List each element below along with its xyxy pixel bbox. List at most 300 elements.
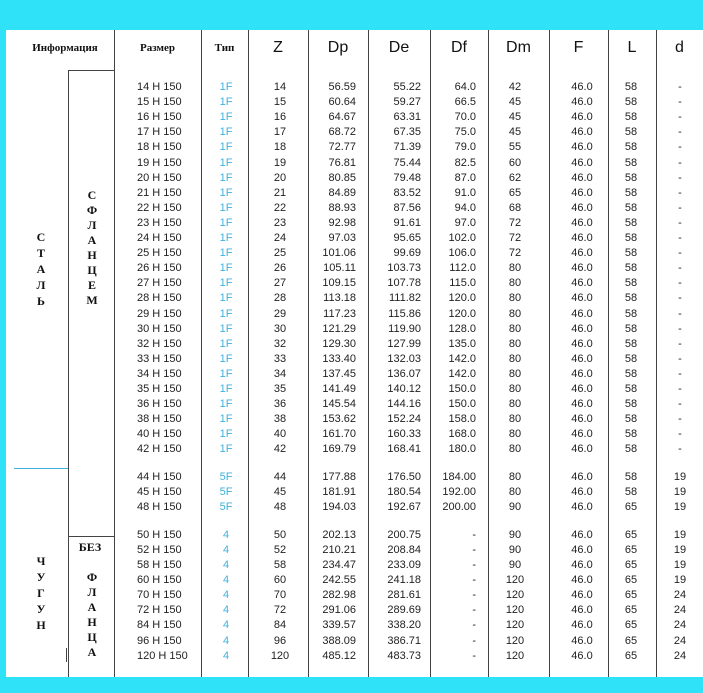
table-row xyxy=(6,397,703,412)
cell-de: 200.75 xyxy=(387,528,421,541)
cell-d: - xyxy=(678,337,682,350)
cell-f: 46.0 xyxy=(571,322,593,335)
cell-dp: 80.85 xyxy=(328,171,356,184)
cell-l: 58 xyxy=(624,413,638,426)
cell-df: 142.0 xyxy=(448,367,476,380)
cell-l: 58 xyxy=(624,111,638,124)
cell-f: 46.0 xyxy=(571,186,593,199)
cell-z: 21 xyxy=(273,186,287,199)
cell-df: 200.00 xyxy=(442,500,476,513)
cell-de: 111.82 xyxy=(388,292,421,305)
cell-razmer: 52 H 150 xyxy=(137,543,182,556)
cell-dp: 60.64 xyxy=(328,96,356,109)
cell-de: 71.39 xyxy=(393,141,421,154)
cell-df: 184.00 xyxy=(442,470,476,483)
cell-z: 28 xyxy=(273,292,287,305)
cell-razmer: 29 H 150 xyxy=(137,307,182,320)
cell-razmer: 27 H 150 xyxy=(137,277,182,290)
cell-tip: 1F xyxy=(219,413,233,426)
cell-dm: 45 xyxy=(508,126,522,139)
cell-d: - xyxy=(678,367,682,380)
cell-dp: 113.18 xyxy=(323,292,356,305)
table-row xyxy=(6,470,703,485)
cell-de: 176.50 xyxy=(387,470,421,483)
cell-f: 46.0 xyxy=(571,428,593,441)
cell-tip: 4 xyxy=(222,634,230,647)
vertical-letter: У xyxy=(36,570,46,584)
cell-z: 42 xyxy=(273,443,287,456)
cell-de: 140.12 xyxy=(387,383,421,395)
cell-f: 46.0 xyxy=(571,528,593,541)
cell-tip: 1F xyxy=(219,398,233,411)
cell-de: 103.73 xyxy=(387,262,421,275)
table-row xyxy=(6,291,703,306)
cell-z: 24 xyxy=(273,232,287,244)
table-row xyxy=(6,216,703,231)
table-row xyxy=(6,603,703,618)
cell-d: - xyxy=(678,413,682,426)
cell-z: 34 xyxy=(273,367,287,380)
cell-dp: 56.59 xyxy=(328,81,356,93)
header-f: F xyxy=(573,39,584,56)
cell-razmer: 24 H 150 xyxy=(137,232,182,244)
cell-dp: 129.30 xyxy=(322,337,356,350)
cell-l: 65 xyxy=(624,589,638,602)
vertical-letter: Ф xyxy=(86,570,98,584)
cell-dp: 84.89 xyxy=(328,186,356,199)
cell-tip: 1F xyxy=(219,292,233,305)
cell-z: 44 xyxy=(273,470,287,483)
cell-tip: 4 xyxy=(222,619,230,632)
cell-dp: 291.06 xyxy=(322,604,356,617)
cell-dm: 90 xyxy=(508,559,522,571)
cell-tip: 4 xyxy=(222,589,230,602)
cell-tip: 1F xyxy=(219,307,233,320)
header-dm: Dm xyxy=(506,39,531,56)
table-row xyxy=(6,261,703,276)
table-row xyxy=(6,186,703,201)
cell-tip: 1F xyxy=(219,186,233,199)
cell-de: 67.35 xyxy=(393,126,421,139)
vertical-letter: Е xyxy=(87,278,96,292)
cell-d: - xyxy=(678,186,682,199)
cell-dm: 120 xyxy=(505,604,525,617)
table-row xyxy=(6,618,703,633)
cell-dm: 80 xyxy=(508,470,522,483)
cell-dp: 121.29 xyxy=(322,322,356,335)
cell-razmer: 96 H 150 xyxy=(137,634,182,647)
table-row xyxy=(6,110,703,125)
cell-df: 102.0 xyxy=(448,232,476,244)
cell-f: 46.0 xyxy=(571,589,593,602)
cell-dp: 141.49 xyxy=(322,383,356,395)
cell-dp: 64.67 xyxy=(328,111,356,124)
cell-razmer: 38 H 150 xyxy=(137,413,182,426)
cell-d: - xyxy=(678,141,682,154)
cell-l: 58 xyxy=(624,156,638,169)
cell-dm: 80 xyxy=(508,322,522,335)
table-row xyxy=(6,156,703,171)
cell-de: 180.54 xyxy=(387,485,421,498)
table-row xyxy=(6,322,703,337)
header-z: Z xyxy=(273,39,283,56)
vertical-letter: Л xyxy=(87,585,97,599)
cell-z: 26 xyxy=(273,262,287,275)
table-row xyxy=(6,95,703,110)
cell-dp: 194.03 xyxy=(322,500,356,513)
cell-razmer: 18 H 150 xyxy=(137,141,182,154)
cell-f: 46.0 xyxy=(571,156,593,169)
cell-dm: 120 xyxy=(505,589,525,602)
cell-razmer: 44 H 150 xyxy=(137,470,182,483)
cell-f: 46.0 xyxy=(571,262,593,275)
cell-dm: 80 xyxy=(508,292,522,305)
cell-d: - xyxy=(678,262,682,275)
cell-l: 58 xyxy=(624,292,638,305)
cell-df: 115.0 xyxy=(449,277,476,290)
table-row xyxy=(6,543,703,558)
spec-table xyxy=(6,30,703,677)
cell-de: 386.71 xyxy=(387,634,421,647)
cell-de: 208.84 xyxy=(387,543,421,556)
cell-dm: 60 xyxy=(508,156,522,169)
cell-dp: 137.45 xyxy=(322,367,356,380)
cell-tip: 5F xyxy=(219,470,233,483)
cell-d: - xyxy=(678,307,682,320)
cell-razmer: 26 H 150 xyxy=(137,262,182,275)
cell-z: 48 xyxy=(273,500,287,513)
cell-z: 40 xyxy=(273,428,287,441)
cell-dm: 68 xyxy=(508,201,522,214)
cell-de: 241.18 xyxy=(387,574,421,587)
vertical-letter: М xyxy=(86,293,98,307)
cell-tip: 1F xyxy=(219,428,233,441)
cell-f: 46.0 xyxy=(571,398,593,411)
table-row xyxy=(6,634,703,649)
table-row xyxy=(6,382,703,397)
cell-l: 58 xyxy=(624,247,638,260)
table-row xyxy=(6,573,703,588)
cell-d: - xyxy=(678,216,682,229)
cell-dp: 339.57 xyxy=(322,619,356,632)
vertical-letter: Л xyxy=(87,218,97,232)
cell-de: 136.07 xyxy=(387,367,421,380)
cell-dp: 169.79 xyxy=(322,443,356,456)
cell-tip: 1F xyxy=(219,111,233,124)
cell-dp: 153.62 xyxy=(322,413,356,426)
cell-dp: 234.47 xyxy=(322,559,356,571)
header-info: Информация xyxy=(32,42,98,54)
cell-dm: 90 xyxy=(508,543,522,556)
cell-razmer: 33 H 150 xyxy=(137,352,182,365)
cell-dp: 92.98 xyxy=(328,216,356,229)
cell-df: 112.0 xyxy=(449,262,476,275)
cell-z: 45 xyxy=(273,485,287,498)
cell-dp: 97.03 xyxy=(328,232,356,244)
cell-df: 150.0 xyxy=(448,383,476,395)
table-row xyxy=(6,80,703,95)
header-d: d xyxy=(675,39,684,56)
cell-dm: 80 xyxy=(508,398,522,411)
margin-mark xyxy=(66,648,67,662)
cell-df: - xyxy=(472,649,476,662)
cell-z: 52 xyxy=(273,543,287,556)
cell-d: - xyxy=(678,352,682,365)
cell-d: 19 xyxy=(673,574,687,587)
cell-l: 58 xyxy=(624,96,638,109)
cell-razmer: 42 H 150 xyxy=(137,443,182,456)
cell-f: 46.0 xyxy=(571,307,593,320)
vertical-letter: Л xyxy=(36,278,46,292)
cell-l: 58 xyxy=(624,428,638,441)
cell-l: 58 xyxy=(624,485,638,498)
cell-de: 144.16 xyxy=(387,398,421,411)
cell-de: 83.52 xyxy=(393,186,421,199)
cell-dm: 120 xyxy=(505,634,525,647)
cell-razmer: 45 H 150 xyxy=(137,485,182,498)
cell-df: - xyxy=(472,634,476,647)
cell-d: - xyxy=(678,398,682,411)
cell-z: 120 xyxy=(270,649,290,662)
table-row xyxy=(6,337,703,352)
cell-z: 14 xyxy=(273,81,287,93)
cell-dm: 80 xyxy=(508,352,522,365)
cell-de: 127.99 xyxy=(387,337,421,350)
cell-df: 94.0 xyxy=(454,201,476,214)
cell-de: 91.61 xyxy=(393,216,421,229)
cell-de: 55.22 xyxy=(393,81,421,93)
cell-razmer: 36 H 150 xyxy=(137,398,182,411)
cell-dm: 62 xyxy=(508,171,522,184)
cell-f: 46.0 xyxy=(571,111,593,124)
cell-de: 75.44 xyxy=(393,156,421,169)
cell-f: 46.0 xyxy=(571,277,593,290)
cell-d: - xyxy=(678,126,682,139)
table-row xyxy=(6,201,703,216)
table-row xyxy=(6,558,703,573)
table-row xyxy=(6,367,703,382)
cell-l: 58 xyxy=(624,81,638,93)
vertical-letter: Н xyxy=(87,248,97,262)
cell-dm: 80 xyxy=(508,262,522,275)
cell-dp: 177.88 xyxy=(322,470,356,483)
vertical-letter: А xyxy=(36,262,46,276)
cell-l: 58 xyxy=(624,470,638,483)
cell-razmer: 35 H 150 xyxy=(137,383,182,395)
cell-l: 65 xyxy=(624,559,638,571)
cell-razmer: 72 H 150 xyxy=(137,604,182,617)
cell-d: - xyxy=(678,383,682,395)
cell-razmer: 48 H 150 xyxy=(137,500,182,513)
cell-l: 65 xyxy=(624,528,638,541)
cell-d: 24 xyxy=(673,649,687,662)
table-row xyxy=(6,442,703,457)
table-row xyxy=(6,412,703,427)
cell-f: 46.0 xyxy=(571,574,593,587)
cell-tip: 4 xyxy=(222,543,230,556)
cell-df: 82.5 xyxy=(454,156,476,169)
cell-df: 180.0 xyxy=(448,443,476,456)
cell-z: 32 xyxy=(273,337,287,350)
cell-f: 46.0 xyxy=(571,470,593,483)
cell-de: 168.41 xyxy=(387,443,421,456)
cell-l: 65 xyxy=(624,649,638,662)
cell-dp: 388.09 xyxy=(322,634,356,647)
cell-z: 36 xyxy=(273,398,287,411)
cell-df: 120.0 xyxy=(448,292,476,305)
cell-d: - xyxy=(678,171,682,184)
cell-l: 58 xyxy=(624,443,638,456)
cell-f: 46.0 xyxy=(571,201,593,214)
cell-dp: 109.15 xyxy=(322,277,356,290)
cell-tip: 5F xyxy=(219,500,233,513)
cell-de: 233.09 xyxy=(387,559,421,571)
cell-f: 46.0 xyxy=(571,604,593,617)
cell-de: 152.24 xyxy=(387,413,421,426)
header-tip: Тип xyxy=(214,42,235,54)
cell-d: - xyxy=(678,111,682,124)
cell-d: 19 xyxy=(673,528,687,541)
cell-razmer: 19 H 150 xyxy=(137,156,182,169)
vertical-letter: Ь xyxy=(37,294,45,308)
cell-l: 58 xyxy=(624,216,638,229)
cell-dp: 145.54 xyxy=(322,398,356,411)
cell-d: - xyxy=(678,247,682,260)
table-row xyxy=(6,231,703,246)
cell-l: 58 xyxy=(624,367,638,380)
cell-df: 66.5 xyxy=(454,96,476,109)
cell-f: 46.0 xyxy=(571,96,593,109)
table-row xyxy=(6,140,703,155)
cell-dp: 72.77 xyxy=(328,141,356,154)
cell-z: 18 xyxy=(273,141,287,154)
cell-df: 79.0 xyxy=(454,141,476,154)
cell-razmer: 15 H 150 xyxy=(137,96,182,109)
vertical-letter: Ц xyxy=(87,263,97,277)
cell-l: 65 xyxy=(624,574,638,587)
cell-z: 38 xyxy=(273,413,287,426)
cell-z: 23 xyxy=(273,216,287,229)
cell-f: 46.0 xyxy=(571,443,593,456)
cell-dm: 80 xyxy=(508,485,522,498)
cell-tip: 1F xyxy=(219,247,233,260)
cell-dm: 42 xyxy=(508,81,522,93)
cell-df: 135.0 xyxy=(448,337,476,350)
cell-d: 19 xyxy=(673,559,687,571)
vertical-letter: Г xyxy=(37,586,45,600)
cell-d: - xyxy=(678,292,682,305)
cell-razmer: 21 H 150 xyxy=(137,186,182,199)
cell-df: 192.00 xyxy=(442,485,476,498)
vertical-letter: С xyxy=(87,188,97,202)
table-row xyxy=(6,528,703,543)
cell-de: 87.56 xyxy=(393,201,421,214)
cell-tip: 1F xyxy=(219,201,233,214)
vertical-letter: А xyxy=(87,233,97,247)
cell-tip: 1F xyxy=(219,443,233,456)
cell-l: 58 xyxy=(624,186,638,199)
cell-d: - xyxy=(678,156,682,169)
cell-df: - xyxy=(472,619,476,632)
cell-de: 115.86 xyxy=(388,307,421,320)
cell-df: 91.0 xyxy=(454,186,476,199)
cell-dm: 90 xyxy=(508,500,522,513)
cell-df: - xyxy=(472,574,476,587)
cell-z: 84 xyxy=(273,619,287,632)
cell-dm: 80 xyxy=(508,277,522,290)
table-row xyxy=(6,649,703,664)
cell-tip: 1F xyxy=(219,262,233,275)
cell-df: - xyxy=(472,543,476,556)
cell-razmer: 25 H 150 xyxy=(137,247,182,260)
cell-d: - xyxy=(678,81,682,93)
cell-f: 46.0 xyxy=(571,649,593,662)
cell-tip: 1F xyxy=(219,141,233,154)
cell-f: 46.0 xyxy=(571,367,593,380)
cell-dm: 80 xyxy=(508,383,522,395)
cell-de: 95.65 xyxy=(393,232,421,244)
cell-l: 58 xyxy=(624,337,638,350)
cell-d: 24 xyxy=(673,634,687,647)
cell-d: - xyxy=(678,96,682,109)
cell-f: 46.0 xyxy=(571,247,593,260)
group-line-steel xyxy=(68,70,114,71)
cell-f: 46.0 xyxy=(571,413,593,426)
cell-tip: 4 xyxy=(222,574,230,587)
cell-l: 58 xyxy=(624,277,638,290)
cell-l: 65 xyxy=(624,500,638,513)
cell-dm: 72 xyxy=(508,232,522,244)
vertical-letter: Н xyxy=(87,615,97,629)
cell-l: 58 xyxy=(624,352,638,365)
cell-l: 65 xyxy=(624,543,638,556)
cell-dm: 80 xyxy=(508,307,522,320)
vertical-letter: А xyxy=(87,645,97,659)
cell-tip: 1F xyxy=(219,383,233,395)
cell-dm: 80 xyxy=(508,428,522,441)
cell-f: 46.0 xyxy=(571,352,593,365)
cell-tip: 4 xyxy=(222,604,230,617)
cell-dm: 120 xyxy=(505,649,525,662)
cell-razmer: 17 H 150 xyxy=(137,126,182,139)
cell-dp: 88.93 xyxy=(328,201,356,214)
cell-z: 29 xyxy=(273,307,287,320)
vertical-letter: А xyxy=(87,600,97,614)
cell-razmer: 22 H 150 xyxy=(137,201,182,214)
cell-dm: 72 xyxy=(508,216,522,229)
cell-df: 97.0 xyxy=(454,216,476,229)
cell-tip: 1F xyxy=(219,96,233,109)
cell-razmer: 20 H 150 xyxy=(137,171,182,184)
cell-de: 160.33 xyxy=(387,428,421,441)
cell-f: 46.0 xyxy=(571,216,593,229)
cell-df: 70.0 xyxy=(454,111,476,124)
cell-z: 17 xyxy=(273,126,287,139)
cell-df: - xyxy=(472,559,476,571)
cell-z: 50 xyxy=(273,528,287,541)
cell-f: 46.0 xyxy=(571,171,593,184)
cell-razmer: 60 H 150 xyxy=(137,574,182,587)
cell-de: 132.03 xyxy=(387,352,421,365)
cell-df: 150.0 xyxy=(448,398,476,411)
cell-d: - xyxy=(678,232,682,244)
cell-z: 16 xyxy=(273,111,287,124)
cell-dm: 80 xyxy=(508,337,522,350)
cell-z: 20 xyxy=(273,171,287,184)
cell-razmer: 28 H 150 xyxy=(137,292,182,305)
cell-tip: 1F xyxy=(219,322,233,335)
cell-l: 58 xyxy=(624,307,638,320)
